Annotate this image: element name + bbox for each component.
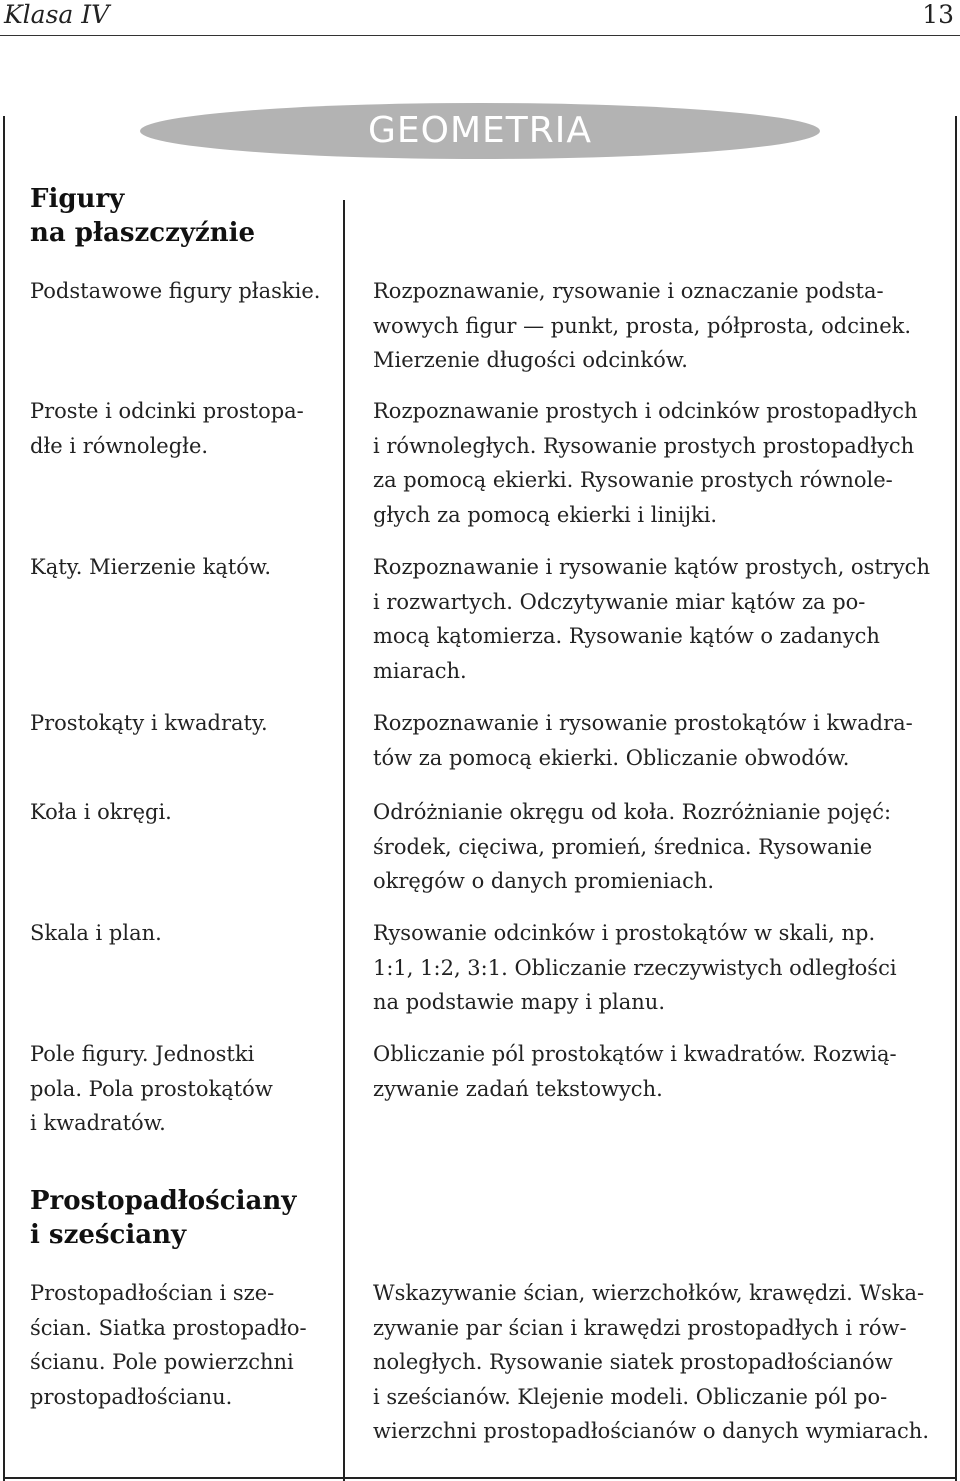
description-line: głych za pomocą ekierki i linijki. bbox=[373, 502, 718, 527]
topic-cell bbox=[30, 706, 330, 741]
topic-cell bbox=[30, 1276, 330, 1414]
description-line: za pomocą ekierki. Rysowanie prostych równole- bbox=[373, 468, 893, 493]
description-line: wierzchni prostopadłościanów o danych wymiarach. bbox=[373, 1419, 929, 1444]
description-line: 1:1, 1:2, 3:1. Obliczanie rzeczywistych odległości bbox=[373, 955, 897, 980]
column-divider bbox=[343, 200, 345, 1481]
header-class-label: Klasa IV bbox=[4, 0, 110, 29]
topic-line: dłe i równoległe. bbox=[30, 433, 209, 458]
description-line: Mierzenie długości odcinków. bbox=[373, 348, 688, 373]
description-line: i rozwartych. Odczytywanie miar kątów za po- bbox=[373, 589, 866, 614]
topic-cell bbox=[30, 394, 330, 463]
description-line: Rozpoznawanie, rysowanie i oznaczanie podsta- bbox=[373, 279, 884, 303]
topic-line: ścianu. Pole powierzchni bbox=[30, 1350, 294, 1375]
topic-line: Prostopadłościan i sze- bbox=[30, 1281, 275, 1305]
topic-cell bbox=[30, 274, 330, 309]
description-cell bbox=[373, 394, 953, 532]
description-line: Rozpoznawanie i rysowanie prostokątów i kwadra- bbox=[373, 711, 913, 735]
description-cell bbox=[373, 706, 953, 775]
topic-line: Skala i plan. bbox=[30, 921, 162, 945]
section-title-line: na płaszczyźnie bbox=[30, 218, 256, 248]
description-line: Rysowanie odcinków i prostokątów w skali, np. bbox=[373, 921, 876, 945]
description-cell bbox=[373, 550, 953, 688]
section-title-line: Figury bbox=[30, 184, 125, 214]
topic-cell bbox=[30, 916, 330, 951]
description-line: tów za pomocą ekierki. Obliczanie obwodów. bbox=[373, 745, 850, 770]
description-line: środek, cięciwa, promień, średnica. Rysowanie bbox=[373, 834, 873, 859]
description-cell bbox=[373, 274, 953, 378]
description-line: i równoległych. Rysowanie prostych prostopadłych bbox=[373, 433, 915, 458]
section-title-cuboids bbox=[30, 1184, 296, 1252]
topic-line: i kwadratów. bbox=[30, 1111, 166, 1136]
header-divider bbox=[0, 35, 960, 36]
topic-line: pola. Pola prostokątów bbox=[30, 1076, 273, 1101]
topic-cell bbox=[30, 795, 330, 830]
topic-cell bbox=[30, 550, 330, 585]
section-title-line: i sześciany bbox=[30, 1220, 187, 1250]
description-line: zywanie zadań tekstowych. bbox=[373, 1076, 663, 1101]
description-line: wowych figur — punkt, prosta, półprosta, odcinek. bbox=[373, 313, 912, 338]
topic-line: Pole figury. Jednostki bbox=[30, 1042, 255, 1066]
description-cell bbox=[373, 1037, 953, 1106]
topic-line: Kąty. Mierzenie kątów. bbox=[30, 555, 272, 579]
description-line: Rozpoznawanie i rysowanie kątów prostych, ostrych bbox=[373, 555, 930, 579]
table-border-right bbox=[955, 116, 957, 1481]
description-line: Rozpoznawanie prostych i odcinków prostopadłych bbox=[373, 399, 918, 423]
description-line: i sześcianów. Klejenie modeli. Obliczanie pól po- bbox=[373, 1384, 888, 1409]
description-line: miarach. bbox=[373, 658, 467, 683]
description-line: Odróżnianie okręgu od koła. Rozróżnianie pojęć: bbox=[373, 800, 892, 824]
banner-title: GEOMETRIA bbox=[367, 110, 593, 151]
topic-line: prostopadłościanu. bbox=[30, 1384, 233, 1409]
topic-line: Proste i odcinki prostopa- bbox=[30, 399, 304, 423]
description-cell bbox=[373, 795, 953, 899]
description-line: mocą kątomierza. Rysowanie kątów o zadanych bbox=[373, 624, 880, 649]
description-line: Wskazywanie ścian, wierzchołków, krawędzi. Wska- bbox=[373, 1281, 925, 1305]
description-line: okręgów o danych promieniach. bbox=[373, 869, 715, 894]
description-line: zywanie par ścian i krawędzi prostopadłych i rów- bbox=[373, 1315, 907, 1340]
description-line: noległych. Rysowanie siatek prostopadłościanów bbox=[373, 1350, 893, 1375]
section-title-line: Prostopadłościany bbox=[30, 1186, 297, 1216]
page-number: 13 bbox=[922, 0, 954, 29]
topic-line: Prostokąty i kwadraty. bbox=[30, 711, 268, 735]
description-line: na podstawie mapy i planu. bbox=[373, 990, 665, 1015]
section-title-figures bbox=[30, 182, 255, 250]
topic-line: Koła i okręgi. bbox=[30, 800, 172, 824]
description-cell bbox=[373, 1276, 953, 1449]
description-cell bbox=[373, 916, 953, 1020]
table-border-left bbox=[3, 116, 5, 1481]
topic-line: Podstawowe figury płaskie. bbox=[30, 279, 321, 303]
table-border-bottom bbox=[3, 1477, 957, 1479]
topic-line: ścian. Siatka prostopadło- bbox=[30, 1315, 307, 1340]
topic-cell bbox=[30, 1037, 330, 1141]
description-line: Obliczanie pól prostokątów i kwadratów. Rozwią- bbox=[373, 1042, 897, 1066]
